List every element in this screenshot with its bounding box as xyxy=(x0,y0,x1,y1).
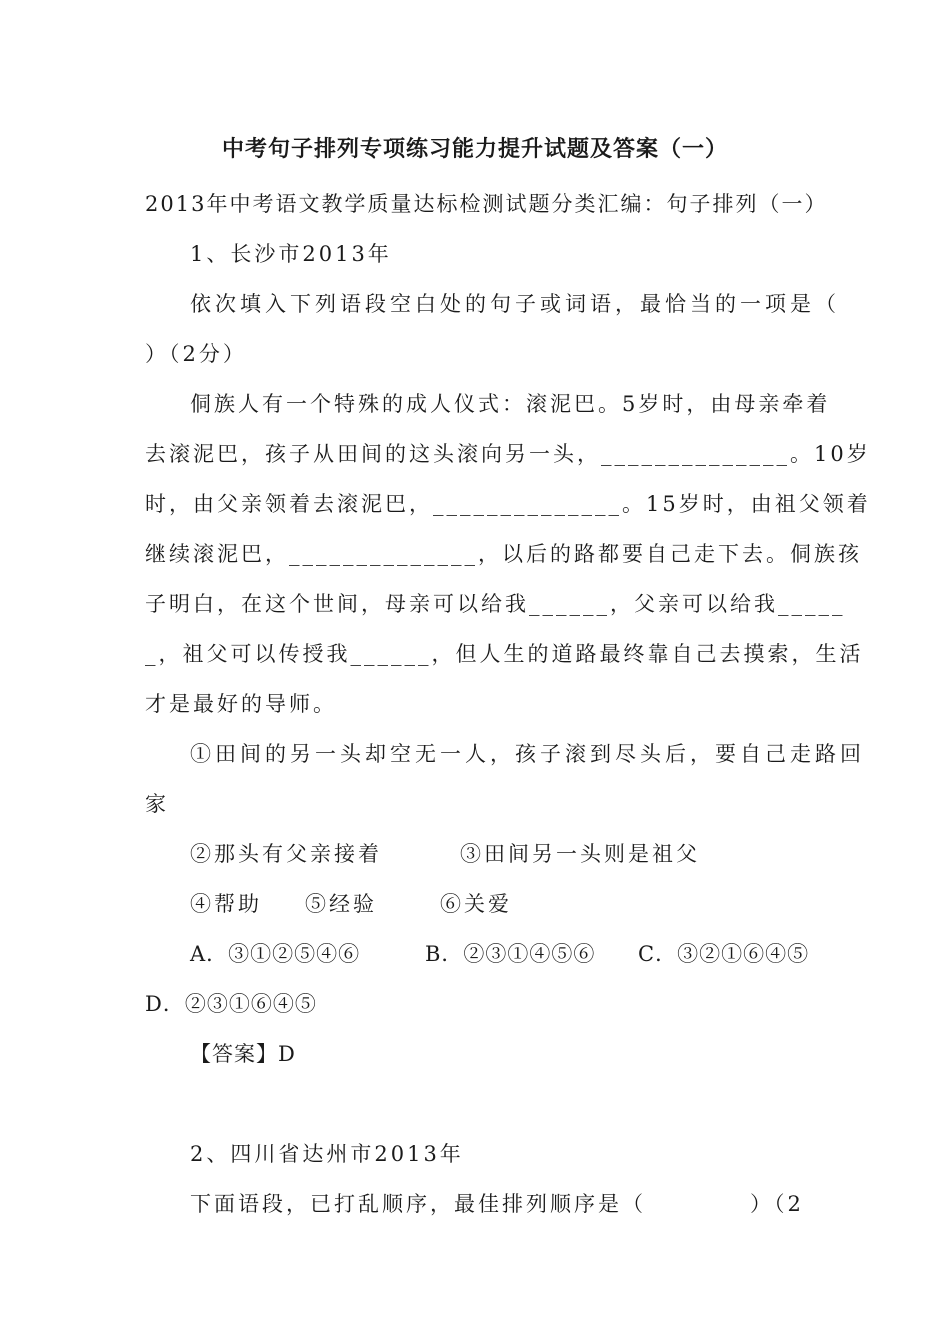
passage-line-5: 子明白，在这个世间，母亲可以给我______，父亲可以给我_____ xyxy=(145,592,846,616)
option-a: A．③①②⑤④⑥ xyxy=(190,942,361,966)
q1-stem-line2: ）（2分） xyxy=(145,342,247,366)
subtitle: 2013年中考语文教学质量达标检测试题分类汇编：句子排列（一） xyxy=(145,192,828,216)
page-title: 中考句子排列专项练习能力提升试题及答案（一） xyxy=(221,137,728,162)
q2-heading: 2、四川省达州市2013年 xyxy=(190,1142,464,1166)
item-5: ⑤经验 xyxy=(305,892,377,916)
item-1-line2: 家 xyxy=(145,792,169,816)
item-4: ④帮助 xyxy=(190,892,262,916)
item-1-line1: ①田间的另一头却空无一人，孩子滚到尽头后，要自己走路回 xyxy=(190,742,865,766)
option-b: B．②③①④⑤⑥ xyxy=(425,942,596,966)
item-3: ③田间另一头则是祖父 xyxy=(460,842,700,866)
passage-line-7: 才是最好的导师。 xyxy=(145,692,337,716)
passage-line-2: 去滚泥巴，孩子从田间的这头滚向另一头，______________。10岁 xyxy=(145,442,871,466)
passage-line-3: 时，由父亲领着去滚泥巴，______________。15岁时，由祖父领着 xyxy=(145,492,871,516)
q2-stem-end: ）（2 xyxy=(750,1192,804,1216)
answer: 【答案】D xyxy=(190,1042,296,1066)
passage-line-4: 继续滚泥巴，______________，以后的路都要自己走下去。侗族孩 xyxy=(145,542,862,566)
item-6: ⑥关爱 xyxy=(440,892,512,916)
option-d: D．②③①⑥④⑤ xyxy=(145,992,317,1016)
item-2: ②那头有父亲接着 xyxy=(190,842,382,866)
q1-heading: 1、长沙市2013年 xyxy=(190,242,392,266)
q1-stem-line1: 依次填入下列语段空白处的句子或词语，最恰当的一项是（ xyxy=(190,292,840,316)
passage-line-1: 侗族人有一个特殊的成人仪式：滚泥巴。5岁时，由母亲牵着 xyxy=(190,392,831,416)
q2-stem: 下面语段，已打乱顺序，最佳排列顺序是（ xyxy=(190,1192,646,1216)
passage-line-6: _，祖父可以传授我______，但人生的道路最终靠自己去摸索，生活 xyxy=(145,642,864,666)
option-c: C．③②①⑥④⑤ xyxy=(638,942,810,966)
